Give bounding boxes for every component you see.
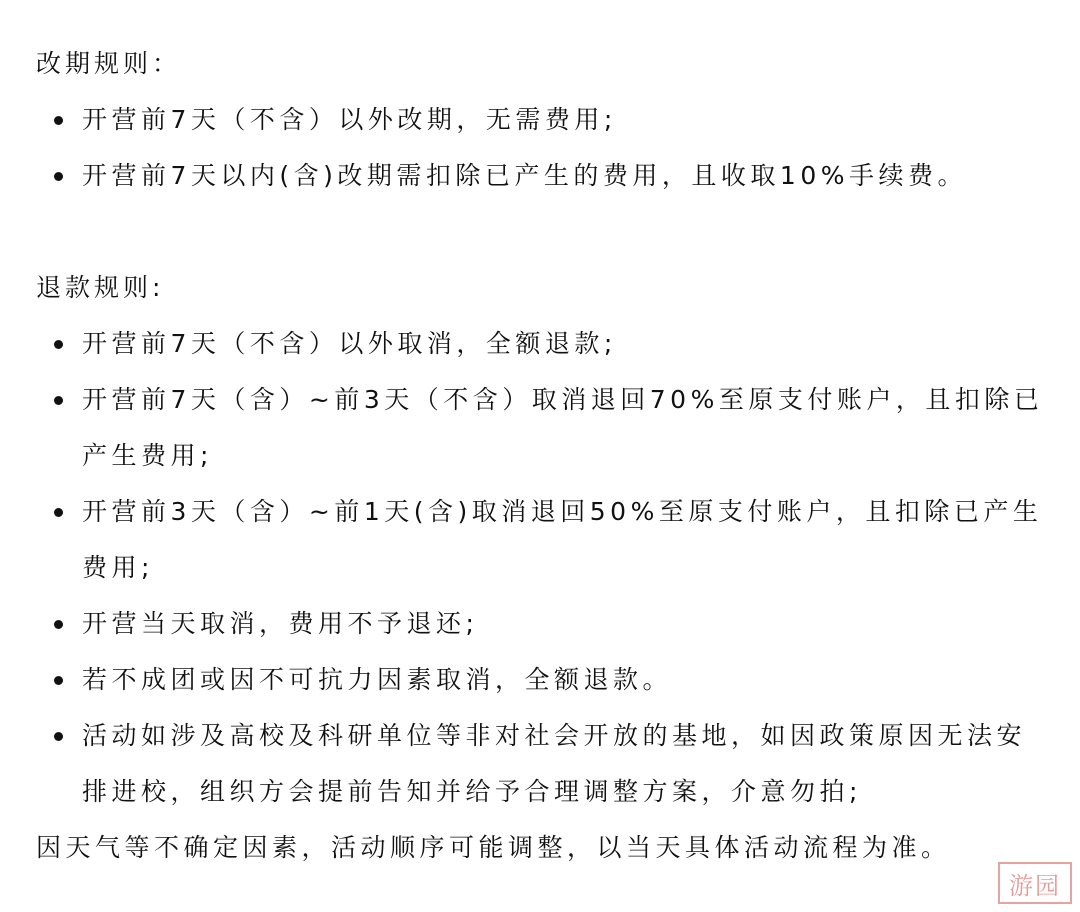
list-item: [36, 596, 1046, 652]
list-item-text: 开营当天取消，费用不予退还;: [82, 609, 479, 638]
bullet-icon: [54, 172, 63, 181]
list-item-text: 开营前7天（含）~前3天（不含）取消退回70%至原支付账户，且扣除已产生费用;: [82, 385, 1044, 470]
bullet-icon: [54, 676, 63, 685]
bullet-icon: [54, 116, 63, 125]
watermark-stamp-icon: [998, 862, 1072, 904]
refund-list: [36, 316, 1046, 820]
bullet-icon: [54, 620, 63, 629]
reschedule-list: [36, 92, 1046, 204]
list-item: [36, 484, 1046, 596]
refund-heading: 退款规则:: [36, 273, 165, 302]
list-item: [36, 372, 1046, 484]
watermark-text: 游园: [1009, 871, 1061, 900]
section-spacer: [36, 204, 1046, 260]
list-item-text: 开营前7天（不含）以外取消，全额退款;: [82, 329, 617, 358]
bullet-icon: [54, 732, 63, 741]
weather-note: 因天气等不确定因素，活动顺序可能调整，以当天具体活动流程为准。: [36, 833, 951, 862]
list-item: [36, 652, 1046, 708]
list-item-text: 开营前7天（不含）以外改期，无需费用;: [82, 105, 617, 134]
bullet-icon: [54, 508, 63, 517]
list-item: [36, 92, 1046, 148]
bullet-icon: [54, 340, 63, 349]
list-item-text: 开营前3天（含）~前1天(含)取消退回50%至原支付账户，且扣除已产生费用;: [82, 497, 1043, 582]
bullet-icon: [54, 396, 63, 405]
rules-document: [36, 36, 1046, 876]
list-item-text: 开营前7天以内(含)改期需扣除已产生的费用，且收取10%手续费。: [82, 161, 967, 190]
list-item: [36, 316, 1046, 372]
list-item-text: 若不成团或因不可抗力因素取消，全额退款。: [82, 665, 673, 694]
reschedule-heading: 改期规则：: [36, 49, 182, 78]
list-item-text: 活动如涉及高校及科研单位等非对社会开放的基地，如因政策原因无法安排进校，组织方会提前告知并给予合理调整方案，介意勿拍;: [82, 721, 1027, 806]
list-item: [36, 148, 1046, 204]
list-item: [36, 708, 1046, 820]
